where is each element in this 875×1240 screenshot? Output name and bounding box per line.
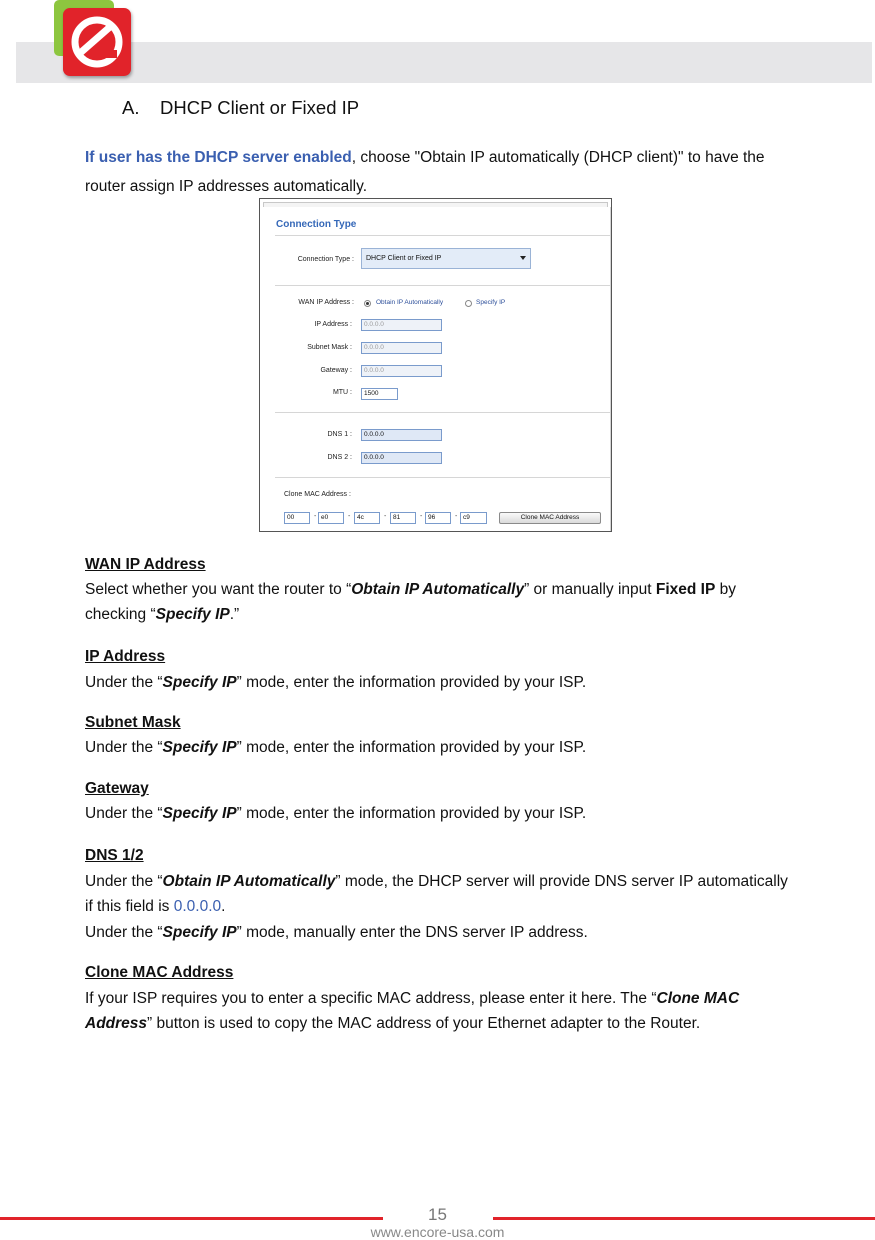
- text-run: Select whether you want the router to “: [85, 581, 352, 598]
- mac-separator: -: [348, 513, 351, 520]
- mac-octet-input[interactable]: 4c: [354, 512, 380, 524]
- panel-frame: [263, 202, 608, 207]
- encore-logo: [63, 8, 131, 76]
- panel-divider: [275, 412, 610, 413]
- emphasis-run: Clone MAC Address: [85, 990, 740, 1032]
- section-letter: A.: [122, 97, 140, 118]
- section-title-text: DHCP Client or Fixed IP: [160, 97, 360, 118]
- mac-separator: -: [420, 513, 423, 520]
- intro-rest: , choose "Obtain IP automatically (DHCP client)" to have the router assign IP addresses automatically.: [85, 149, 765, 195]
- subnet-mask-label: Subnet Mask :: [307, 344, 352, 351]
- dns1-input[interactable]: 0.0.0.0: [361, 429, 442, 441]
- dns-paragraph-2: [85, 920, 805, 945]
- wan-ip-label: WAN IP Address :: [298, 299, 354, 306]
- text-run: ” button is used to copy the MAC address of your Ethernet adapter to the Router.: [147, 1015, 701, 1032]
- subnet-mask-paragraph: [85, 735, 805, 760]
- text-run: Under the “: [85, 674, 163, 691]
- text-run: .: [221, 898, 226, 915]
- text-run: ” mode, manually enter the DNS server IP address.: [236, 924, 588, 941]
- gateway-input[interactable]: 0.0.0.0: [361, 365, 442, 377]
- dns2-input[interactable]: 0.0.0.0: [361, 452, 442, 464]
- gateway-label: Gateway :: [320, 367, 352, 374]
- ip-address-label: IP Address :: [314, 321, 352, 328]
- clone-mac-heading: Clone MAC Address: [85, 964, 234, 981]
- emphasis-run: Obtain IP Automatically: [162, 873, 336, 890]
- dns-default-value: 0.0.0.0: [173, 898, 222, 915]
- text-run: ” mode, the DHCP server will provide DNS server IP automatically if this field is: [85, 873, 788, 915]
- text-run: Under the “: [85, 805, 163, 822]
- text-run: If your ISP requires you to enter a specific MAC address, please enter it here. The “: [85, 990, 657, 1007]
- ip-address-paragraph: [85, 670, 805, 695]
- dns-heading: DNS 1/2: [85, 847, 144, 864]
- text-run: Under the “: [85, 924, 163, 941]
- emphasis-run: Specify IP: [162, 805, 237, 822]
- intro-paragraph: [85, 143, 805, 201]
- emphasis-run: Fixed IP: [655, 581, 716, 598]
- text-run: Under the “: [85, 739, 163, 756]
- mac-octet-input[interactable]: 00: [284, 512, 310, 524]
- dns1-label: DNS 1 :: [327, 431, 352, 438]
- mac-octet-input[interactable]: e0: [318, 512, 344, 524]
- text-run: ” or manually input: [524, 581, 656, 598]
- subnet-mask-heading: Subnet Mask: [85, 714, 181, 731]
- emphasis-run: Specify IP: [162, 739, 237, 756]
- header-band: [16, 42, 872, 83]
- ip-address-input[interactable]: 0.0.0.0: [361, 319, 442, 331]
- footer-website: www.encore-usa.com: [370, 1224, 505, 1240]
- panel-edge: [610, 207, 611, 531]
- mac-octet-input[interactable]: c9: [460, 512, 487, 524]
- page-number: 15: [428, 1205, 447, 1224]
- mac-separator: -: [455, 513, 458, 520]
- clone-mac-button[interactable]: Clone MAC Address: [499, 512, 601, 524]
- emphasis-run: Specify IP: [162, 674, 237, 691]
- text-run: ” mode, enter the information provided by your ISP.: [236, 674, 587, 691]
- dns-paragraph: [85, 869, 795, 919]
- text-run: ” mode, enter the information provided by your ISP.: [236, 805, 587, 822]
- emphasis-run: Specify IP: [155, 606, 230, 623]
- intro-highlight: If user has the DHCP server enabled: [85, 149, 352, 166]
- text-run: Under the “: [85, 873, 163, 890]
- subnet-mask-input[interactable]: 0.0.0.0: [361, 342, 442, 354]
- chevron-down-icon: [520, 256, 526, 260]
- text-run: ” mode, enter the information provided by your ISP.: [236, 739, 587, 756]
- text-run: by checking “: [85, 581, 736, 623]
- mtu-label: MTU :: [332, 389, 352, 396]
- panel-title: Connection Type: [276, 219, 357, 230]
- text-run: .”: [229, 606, 240, 623]
- wan-ip-heading: WAN IP Address: [85, 556, 206, 573]
- obtain-ip-radio-label: Obtain IP Automatically: [376, 299, 444, 306]
- connection-type-value: DHCP Client or Fixed IP: [366, 255, 442, 262]
- clone-mac-label: Clone MAC Address :: [284, 491, 351, 498]
- mac-separator: -: [314, 513, 317, 520]
- mac-octet-input[interactable]: 96: [425, 512, 451, 524]
- wan-ip-paragraph: [85, 577, 795, 627]
- connection-type-select[interactable]: [361, 248, 531, 269]
- mtu-input[interactable]: 1500: [361, 388, 398, 400]
- panel-divider: [275, 477, 610, 478]
- gateway-heading: Gateway: [85, 780, 149, 797]
- dns2-label: DNS 2 :: [327, 454, 352, 461]
- emphasis-run: Obtain IP Automatically: [351, 581, 525, 598]
- clone-mac-paragraph: [85, 986, 797, 1036]
- obtain-ip-radio[interactable]: [364, 300, 371, 307]
- ip-address-heading: IP Address: [85, 648, 166, 665]
- connection-type-label: Connection Type :: [297, 256, 354, 263]
- specify-ip-radio[interactable]: [465, 300, 472, 307]
- connection-type-screenshot: [259, 198, 612, 532]
- section-title: [122, 97, 359, 119]
- mac-separator: -: [384, 513, 387, 520]
- panel-divider: [275, 235, 610, 236]
- gateway-paragraph: [85, 801, 805, 826]
- panel-divider: [275, 285, 610, 286]
- mac-octet-input[interactable]: 81: [390, 512, 416, 524]
- emphasis-run: Specify IP: [162, 924, 237, 941]
- specify-ip-radio-label: Specify IP: [476, 299, 506, 306]
- encore-e-icon: [63, 8, 131, 76]
